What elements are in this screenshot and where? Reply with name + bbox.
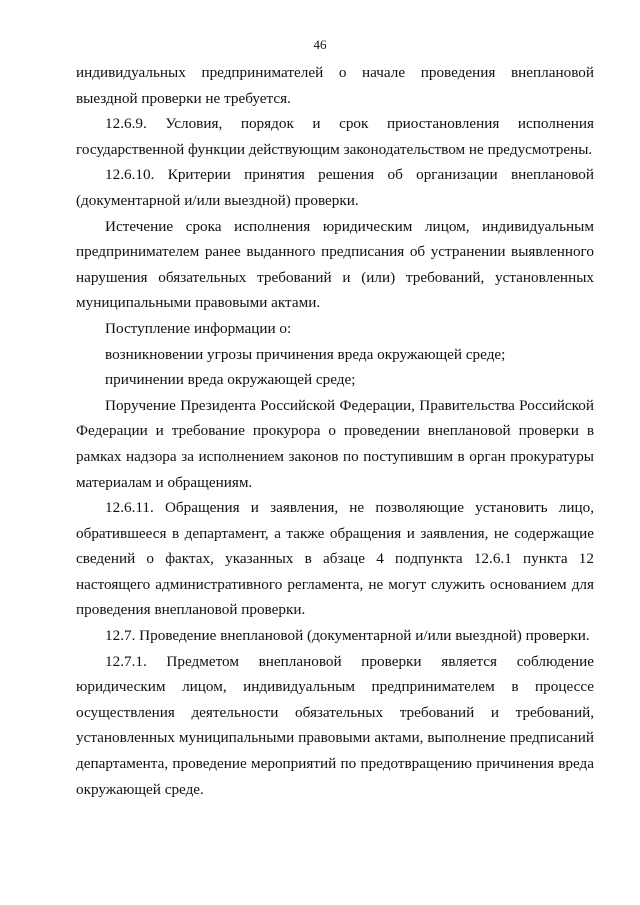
paragraph-presidential-instruction: Поручение Президента Российской Федерации, Правительства Российской Федерации и требование прокурора о проведении внеплановой проверки в рамках надзора за исполнением законов по поступившим в орган прокуратуры материалам и обращениям. bbox=[76, 396, 594, 491]
paragraph-deadline-expiry: Истечение срока исполнения юридическим лицом, индивидуальным предпринимателем ранее выданного предписания об устранении выявленного нарушения обязательных требований и (или) требований, установленных муниципальными правовыми актами. bbox=[76, 217, 594, 312]
paragraph-information-received: Поступление информации о: bbox=[105, 319, 292, 337]
paragraph-harm-caused: причинении вреда окружающей среде; bbox=[105, 371, 356, 389]
paragraph-12-6-9: 12.6.9. Условия, порядок и срок приостановления исполнения государственной функции действующим законодательством не предусмотрены. bbox=[76, 115, 594, 158]
paragraph-12-6-10: 12.6.10. Критерии принятия решения об организации внеплановой (документарной и/или выездной) проверки. bbox=[76, 166, 594, 209]
page-number: 46 bbox=[313, 37, 327, 52]
paragraph-12-7: 12.7. Проведение внеплановой (документарной и/или выездной) проверки. bbox=[105, 627, 590, 645]
paragraph-threat-of-harm: возникновении угрозы причинения вреда окружающей среде; bbox=[105, 345, 506, 363]
document-body bbox=[76, 60, 594, 802]
paragraph-continuation: индивидуальных предпринимателей о начале проведения внеплановой выездной проверки не требуется. bbox=[76, 64, 594, 107]
paragraph-12-7-1: 12.7.1. Предметом внеплановой проверки является соблюдение юридическим лицом, индивидуальным предпринимателем в процессе осуществления деятельности обязательных требований и требований, установленных муниципальными правовыми актами, выполнение предписаний департамента, проведение мероприятий по предотвращению причинения вреда окружающей среде. bbox=[76, 652, 594, 798]
paragraph-12-6-11: 12.6.11. Обращения и заявления, не позволяющие установить лицо, обратившееся в департамент, а также обращения и заявления, не содержащие сведений о фактах, указанных в абзаце 4 подпункта 12.6.1 пункта 12 настоящего административного регламента, не могут служить основанием для проведения внеплановой проверки. bbox=[76, 499, 594, 619]
